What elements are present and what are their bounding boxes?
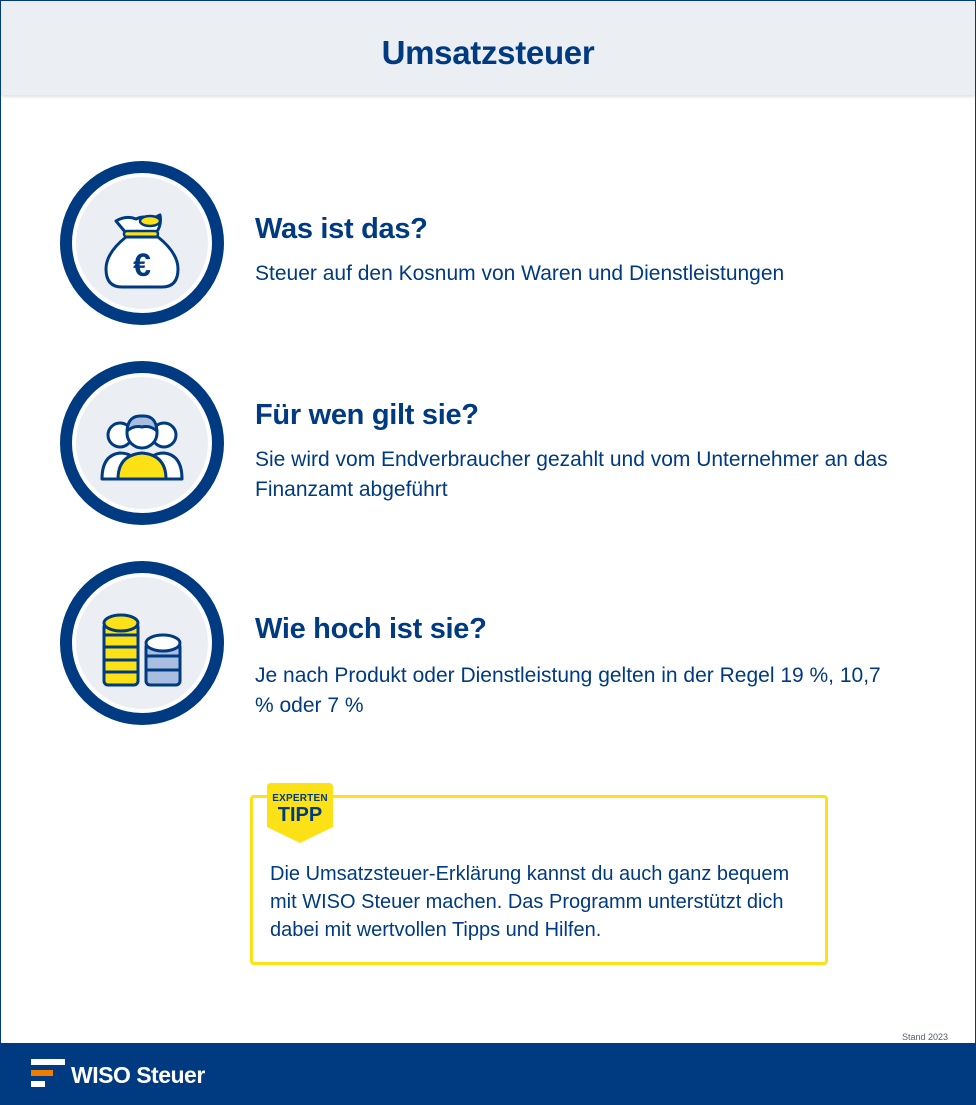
brand-name: WISO Steuer — [71, 1062, 205, 1088]
item-heading: Was ist das? — [255, 213, 428, 245]
icon-circle — [60, 561, 224, 725]
page-title: Umsatzsteuer — [381, 34, 595, 71]
tip-badge-line1: EXPERTEN — [272, 793, 328, 804]
tip-badge-line2: TIPP — [277, 804, 323, 826]
icon-circle — [60, 161, 224, 325]
people-group-icon — [72, 373, 212, 513]
wiso-logo-icon — [31, 1059, 67, 1089]
expert-tip-badge — [265, 781, 335, 845]
item-text: Sie wird vom Endverbraucher gezahlt und vom Unternehmer an das Finanzamt abgeführt — [255, 448, 888, 501]
money-bag-euro-icon — [72, 173, 212, 313]
stand-note: Stand 2023 — [901, 1032, 948, 1042]
info-item-what — [60, 161, 920, 327]
item-text: Je nach Produkt oder Dienstleistung gelten in der Regel 19 %, 10,7 % oder 7 % — [255, 664, 881, 717]
item-heading: Für wen gilt sie? — [255, 399, 479, 431]
expert-tip-box — [250, 795, 828, 965]
icon-circle — [60, 361, 224, 525]
item-text: Steuer auf den Kosnum von Waren und Dienstleistungen — [255, 262, 785, 285]
svg-text:€: € — [133, 247, 151, 283]
item-heading: Wie hoch ist sie? — [255, 613, 487, 645]
info-item-how-much — [60, 561, 920, 727]
info-item-who — [60, 361, 920, 527]
wiso-logo — [31, 1059, 231, 1089]
footer-bar — [1, 1043, 975, 1104]
page-header — [1, 1, 975, 95]
coin-stacks-icon — [72, 573, 212, 713]
tip-text: Die Umsatzsteuer-Erklärung kannst du auch ganz bequem mit WISO Steuer machen. Das Programm unterstützt dich dabei mit wertvollen Tipps und Hilfen. — [270, 863, 790, 941]
